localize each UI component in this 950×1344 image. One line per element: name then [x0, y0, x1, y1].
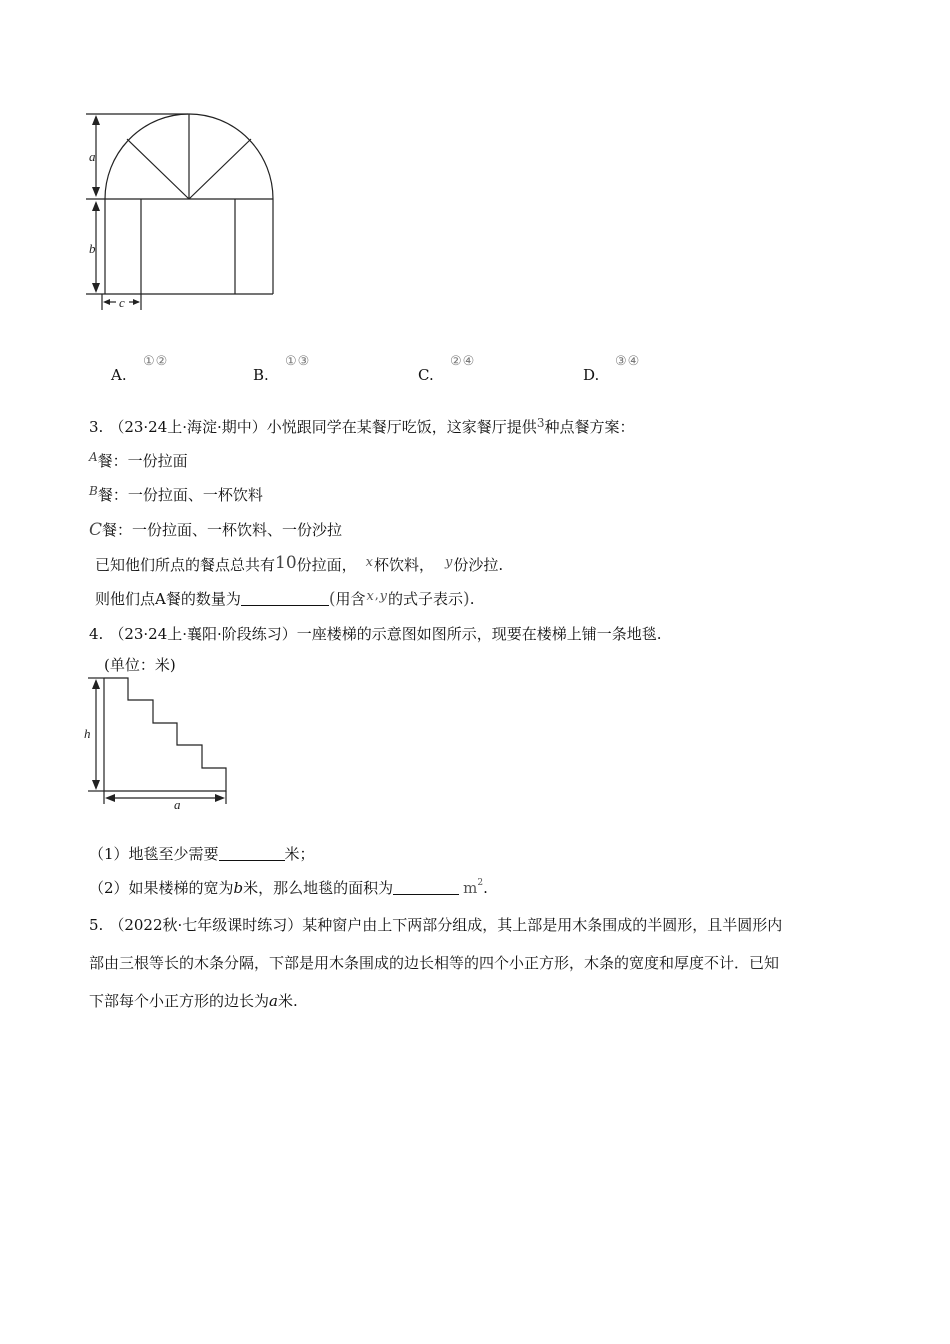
choice-c-letter: C.	[418, 366, 434, 384]
q4-unit: (单位：米)	[104, 656, 176, 674]
q3-ask-y: y	[379, 589, 388, 604]
window-figure	[80, 105, 280, 335]
q3-known-drinks: 杯饮料，	[374, 556, 435, 574]
q3-plan-count: 3	[536, 416, 545, 430]
choice-d[interactable]	[583, 354, 641, 384]
q3-var-y: y	[445, 555, 453, 570]
q5-line3	[89, 982, 869, 1020]
label-c: c	[119, 295, 125, 310]
choice-c[interactable]	[418, 354, 476, 384]
q5-source: （2022秋·七年级课时练习）	[109, 916, 303, 934]
q3-ask-text: 则他们点A餐的数量为	[95, 590, 241, 608]
choice-b[interactable]	[253, 354, 311, 384]
q5-line2: 部由三根等长的木条分隔，下部是用木条围成的边长相等的四个小正方形，木条的宽度和厚度不计．已知	[89, 954, 780, 972]
q4-sub2-b: b	[233, 879, 244, 897]
q4-sub1-unit: 米；	[284, 845, 315, 863]
q3-ask-x: x	[366, 589, 374, 604]
choice-b-value: ①③	[285, 354, 311, 369]
q4-sub1	[89, 843, 315, 864]
q3-stem	[89, 416, 634, 437]
staircase-figure	[80, 670, 260, 810]
meal-b-letter: B	[89, 484, 98, 498]
choice-a[interactable]	[111, 354, 169, 384]
q3-known-ramen: 份拉面，	[296, 556, 357, 574]
q3-ask-using: 用含	[335, 590, 366, 608]
q5-var-a: a	[269, 992, 278, 1010]
q3-ramen-count: 10	[275, 553, 297, 573]
choice-c-value: ②④	[450, 354, 476, 369]
q4-sub1-text: （1）地毯至少需要	[89, 845, 219, 863]
q3-close-paren: )	[463, 589, 470, 609]
meal-a-letter: A	[89, 450, 98, 464]
choice-a-value: ①②	[143, 354, 169, 369]
q3-known-salad: 份沙拉.	[453, 556, 504, 574]
q3-var-x: x	[365, 555, 374, 570]
q3-ask-sep: ,	[374, 588, 379, 602]
label-stair-a: a	[174, 797, 181, 810]
meal-b-text: 餐：一份拉面、一杯饮料	[97, 486, 263, 504]
q3-known-text: 已知他们所点的餐点总共有	[95, 556, 276, 574]
meal-c	[89, 519, 342, 540]
q4-sub1-blank[interactable]	[219, 844, 285, 861]
meal-a-text: 餐：一份拉面	[97, 452, 188, 470]
meal-b	[89, 484, 263, 505]
choice-a-letter: A.	[111, 366, 127, 384]
label-b: b	[89, 241, 96, 256]
q3-answer-blank[interactable]	[241, 589, 329, 606]
choice-d-letter: D.	[583, 366, 600, 384]
q4-sub2-text-2: 米，那么地毯的面积为	[243, 879, 394, 897]
meal-c-letter: C	[89, 520, 103, 540]
label-a: a	[89, 149, 96, 164]
q5-text-3-end: 米.	[277, 992, 298, 1010]
q3-intro-end: 种点餐方案：	[544, 418, 635, 436]
q4-sub2-unit: m	[463, 879, 478, 897]
q3-number: 3.	[89, 418, 104, 436]
label-h: h	[84, 726, 91, 741]
q3-source: （23·24上·海淀·期中）	[109, 418, 267, 436]
choice-b-letter: B.	[253, 366, 269, 384]
q5-number: 5.	[89, 916, 104, 934]
q4-stem	[89, 623, 662, 644]
q3-known	[95, 553, 503, 575]
q4-source: （23·24上·襄阳·阶段练习）	[109, 625, 297, 643]
q3-ask-period: .	[469, 590, 475, 608]
q5-line1	[89, 906, 869, 944]
q4-text: 一座楼梯的示意图如图所示，现要在楼梯上铺一条地毯.	[296, 625, 662, 643]
q4-sub2-sup: 2	[477, 878, 484, 888]
q4-sub2	[89, 877, 488, 898]
q3-intro: 小悦跟同学在某餐厅吃饭，这家餐厅提供	[266, 418, 537, 436]
q4-number: 4.	[89, 625, 104, 643]
q3-open-paren: (	[328, 589, 336, 609]
choice-d-value: ③④	[615, 354, 641, 369]
q3-ask	[95, 588, 474, 609]
meal-a	[89, 450, 188, 471]
q4-sub2-period: .	[483, 879, 488, 897]
q4-sub2-blank[interactable]	[393, 878, 459, 895]
meal-c-text: 餐：一份拉面、一杯饮料、一份沙拉	[102, 521, 343, 539]
q4-sub2-text: （2）如果楼梯的宽为	[89, 879, 234, 897]
q5-text-1: 某种窗户由上下两部分组成，其上部是用木条围成的半圆形，且半圆形内	[302, 916, 783, 934]
q5-text-3: 下部每个小正方形的边长为	[89, 992, 270, 1010]
q5-block	[89, 906, 869, 1020]
q3-ask-expr: 的式子表示	[388, 590, 464, 608]
